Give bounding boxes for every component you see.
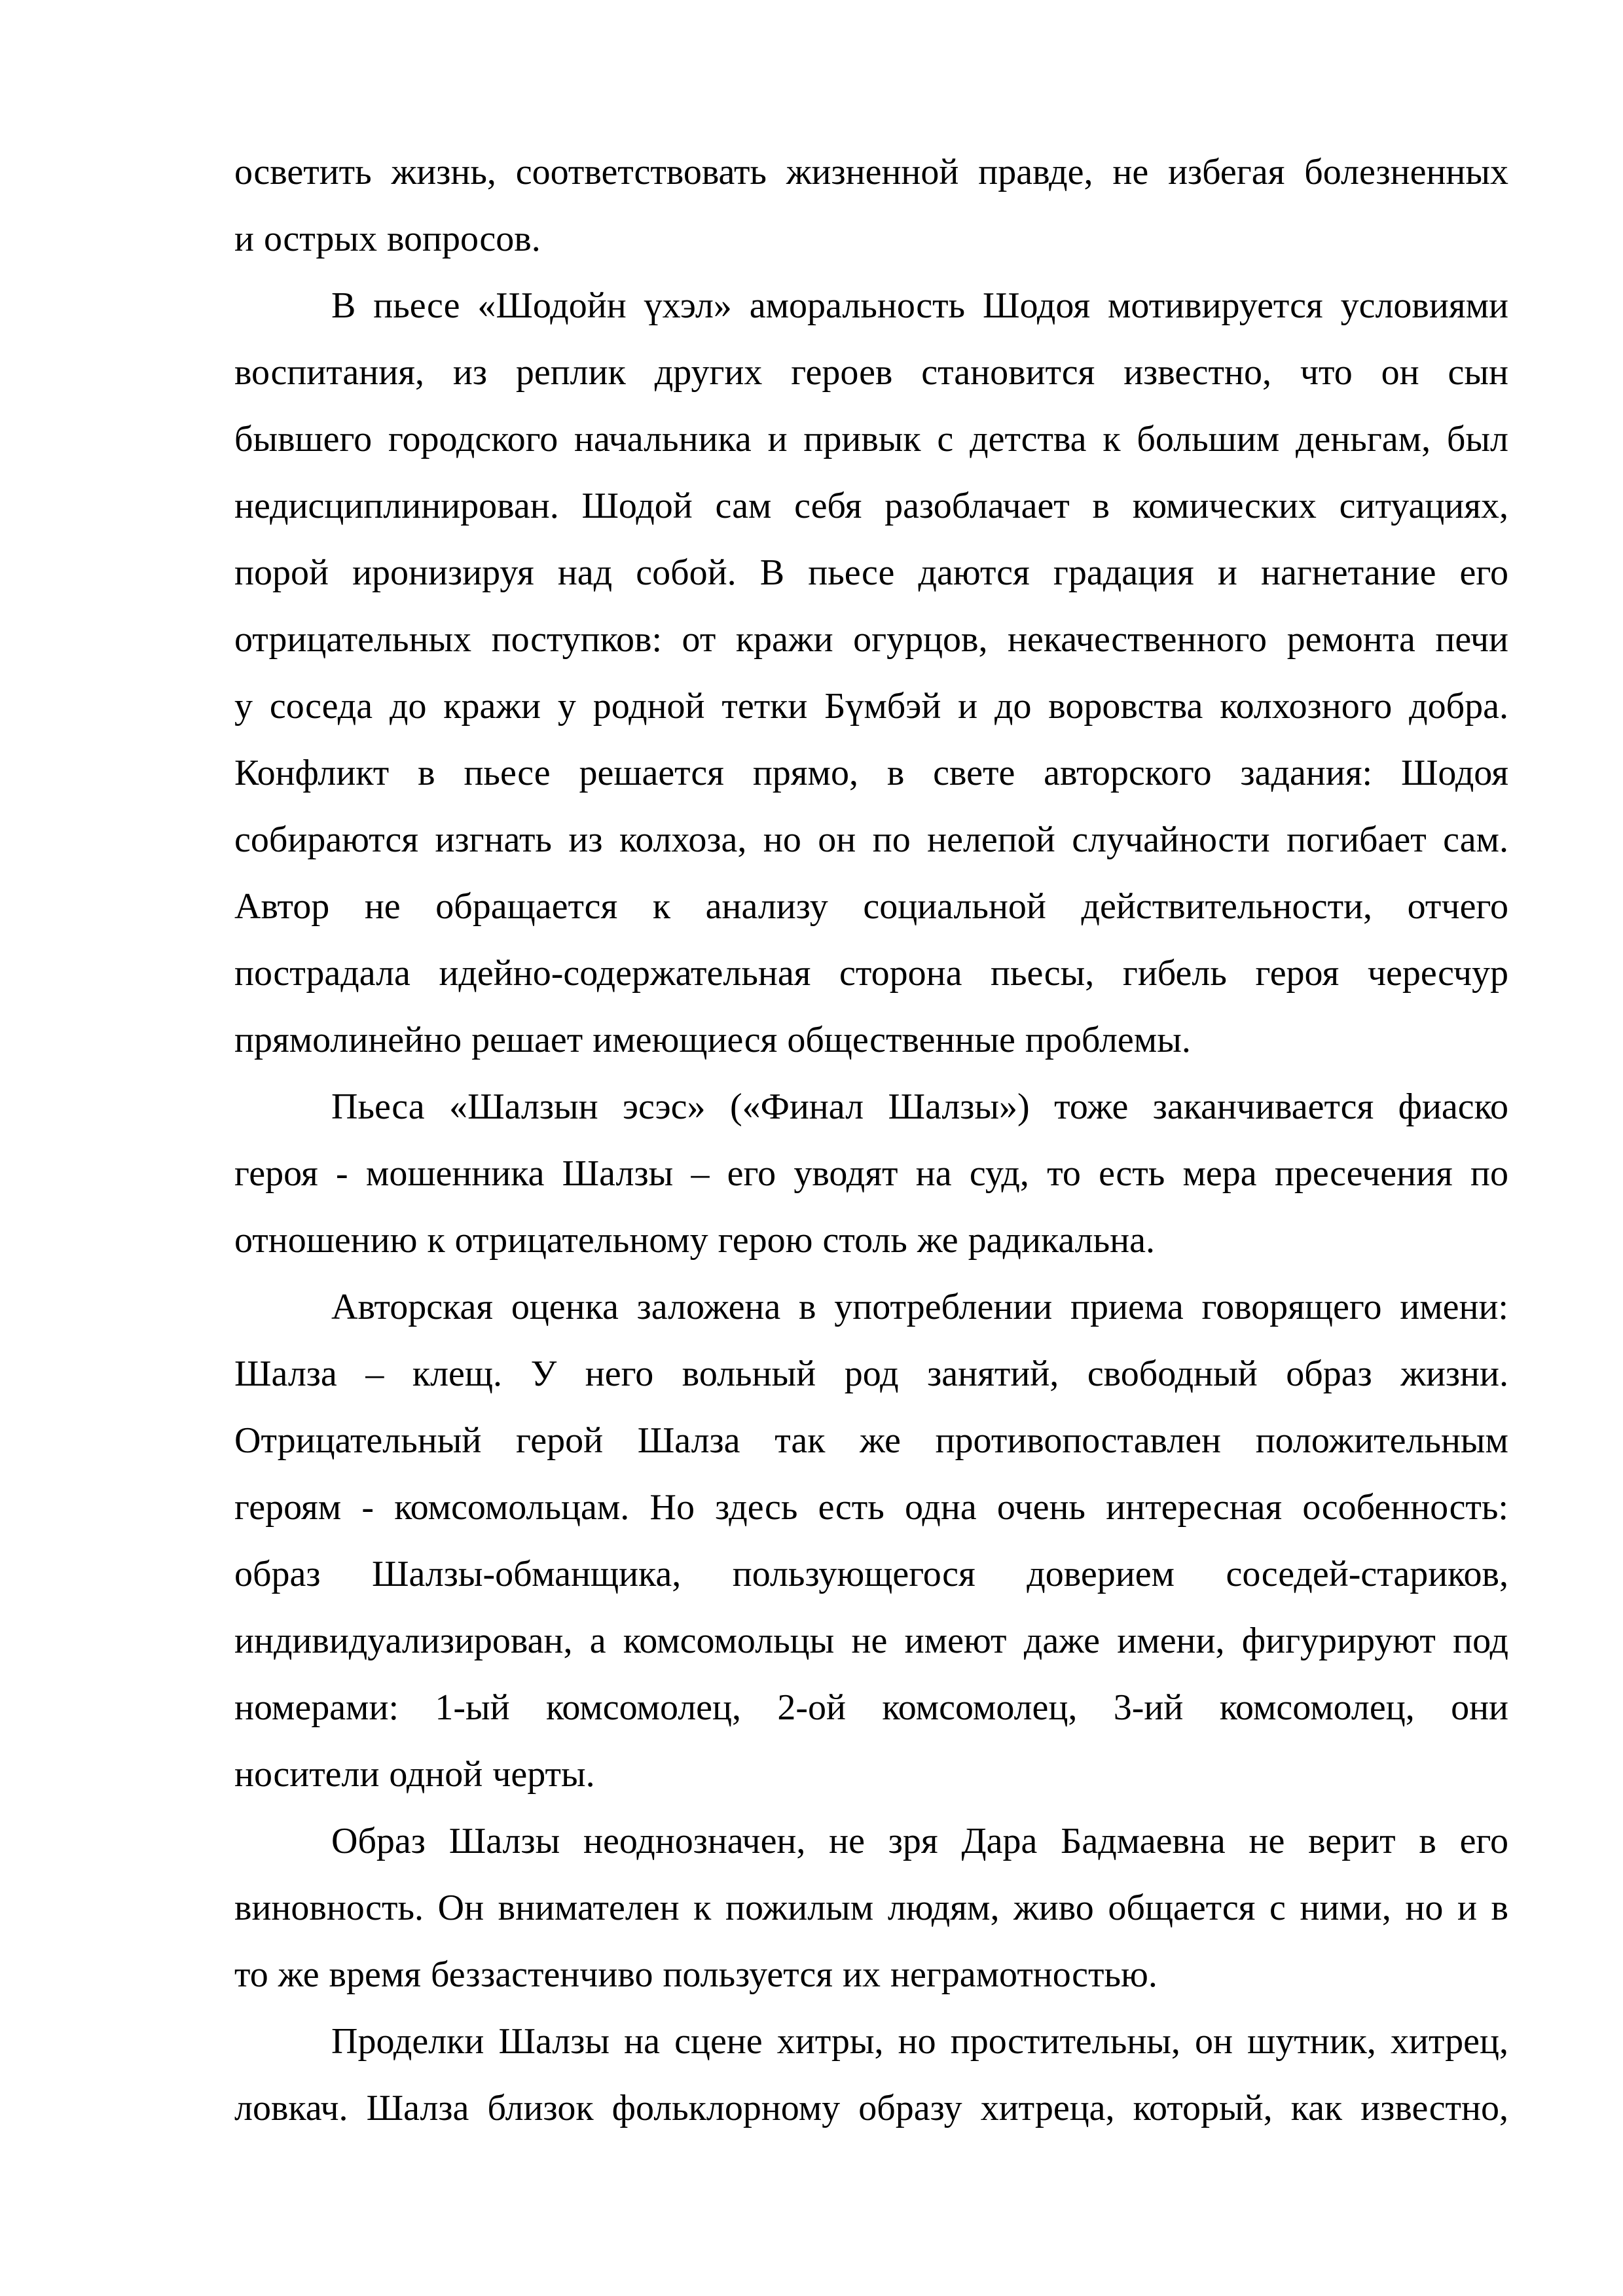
text-line: Отрицательный герой Шалза так же противопоставлен положительным (234, 1420, 1508, 1461)
text-line: собираются изгнать из колхоза, но он по нелепой случайности погибает сам. (234, 819, 1508, 860)
text-line: Образ Шалзы неоднозначен, не зря Дара Бадмаевна не верит в его (331, 1821, 1508, 1861)
text-line: индивидуализирован, а комсомольцы не имеют даже имени, фигурируют под (234, 1621, 1508, 1661)
paragraph (234, 2008, 1508, 2142)
paragraph (234, 139, 1508, 272)
text-line: образ Шалзы-обманщика, пользующегося доверием соседей-стариков, (234, 1554, 1508, 1594)
text-line: Шалза – клещ. У него вольный род занятий, свободный образ жизни. (234, 1354, 1508, 1394)
text-line: Пьеса «Шалзын эсэс» («Финал Шалзы») тоже заканчивается фиаско (331, 1086, 1508, 1127)
text-line: осветить жизнь, соответствовать жизненной правде, не избегая болезненных (234, 152, 1508, 192)
paragraph (234, 1073, 1508, 1274)
text-line: Конфликт в пьесе решается прямо, в свете авторского задания: Шодоя (234, 753, 1508, 793)
text-line: номерами: 1-ый комсомолец, 2-ой комсомолец, 3-ий комсомолец, они (234, 1687, 1508, 1728)
text-line: у соседа до кражи у родной тетки Бүмбэй и до воровства колхозного добра. (234, 686, 1508, 726)
text-line: виновность. Он внимателен к пожилым людям, живо общается с ними, но и в (234, 1888, 1508, 1928)
text-line: В пьесе «Шодойн үхэл» аморальность Шодоя мотивируется условиями (331, 285, 1508, 326)
text-line: воспитания, из реплик других героев становится известно, что он сын (234, 352, 1508, 393)
text-line: героя - мошенника Шалзы – его уводят на суд, то есть мера пресечения по (234, 1153, 1508, 1194)
text-line: бывшего городского начальника и привык с детства к большим деньгам, был (234, 419, 1508, 459)
paragraph (234, 1274, 1508, 1808)
text-line: порой иронизируя над собой. В пьесе даются градация и нагнетание его (234, 552, 1508, 593)
text-line: то же время беззастенчиво пользуется их неграмотностью. (234, 1954, 1158, 1995)
text-line: недисциплинирован. Шодой сам себя разоблачает в комических ситуациях, (234, 486, 1508, 526)
text-line: отрицательных поступков: от кражи огурцов, некачественного ремонта печи (234, 619, 1508, 660)
paragraph (234, 1808, 1508, 2008)
text-line: и острых вопросов. (234, 219, 541, 259)
text-line: Проделки Шалзы на сцене хитры, но простительны, он шутник, хитрец, (331, 2021, 1508, 2062)
text-line: Авторская оценка заложена в употреблении приема говорящего имени: (331, 1287, 1508, 1327)
text-line: Автор не обращается к анализу социальной действительности, отчего (234, 886, 1508, 927)
text-line: прямолинейно решает имеющиеся общественные проблемы. (234, 1020, 1191, 1060)
text-line: отношению к отрицательному герою столь же радикальна. (234, 1220, 1155, 1261)
paragraph (234, 272, 1508, 1073)
text-line: носители одной черты. (234, 1754, 595, 1795)
text-line: пострадала идейно-содержательная сторона пьесы, гибель героя чересчур (234, 953, 1508, 994)
text-line: ловкач. Шалза близок фольклорному образу хитреца, который, как известно, (234, 2088, 1508, 2128)
text-line: героям - комсомольцам. Но здесь есть одна очень интересная особенность: (234, 1487, 1508, 1528)
